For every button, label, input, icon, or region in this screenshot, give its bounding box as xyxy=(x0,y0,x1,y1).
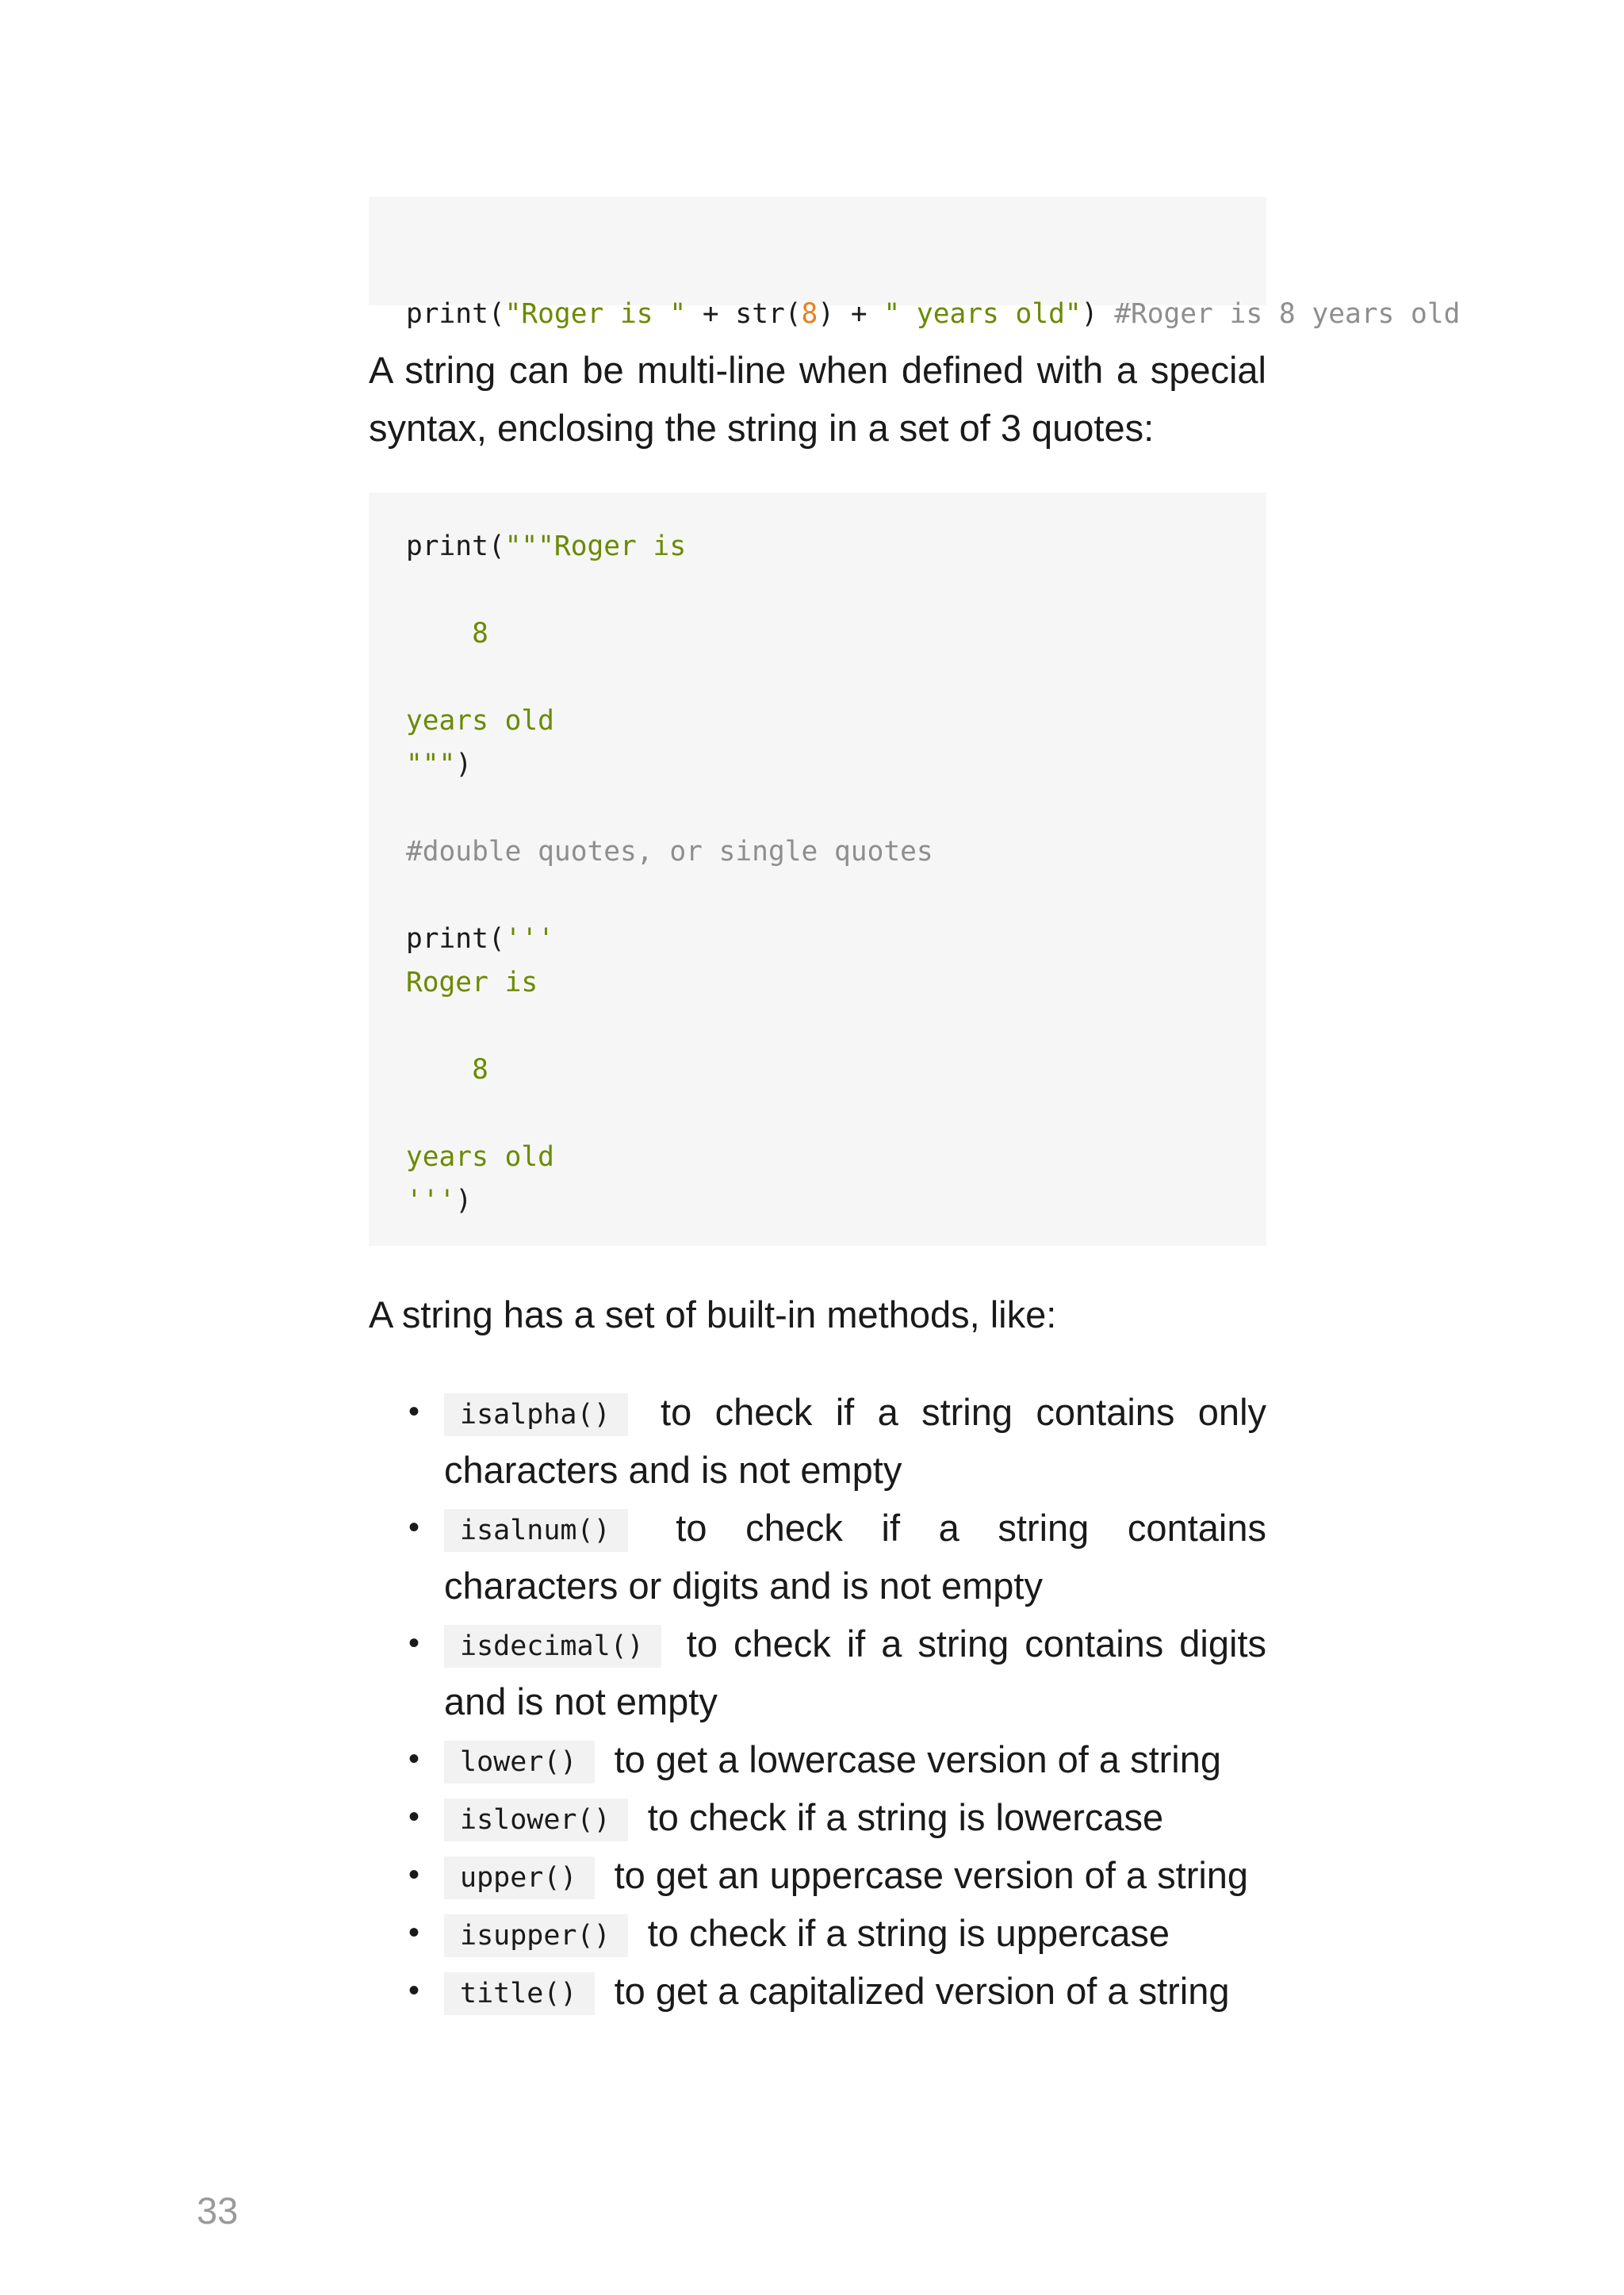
code-line xyxy=(406,743,1266,787)
code-token: ) xyxy=(455,1185,473,1216)
code-line xyxy=(406,612,1266,656)
list-item-text: to check if a string contains digits and is not empty xyxy=(444,1623,1266,1722)
code-token: print( xyxy=(406,923,505,955)
code-line xyxy=(406,525,1266,569)
code-token: ) + xyxy=(818,298,884,330)
code-line xyxy=(406,293,1461,336)
list-item-text: to get a lowercase version of a string xyxy=(614,1738,1222,1780)
code-line xyxy=(406,1005,1266,1048)
list-item xyxy=(369,1788,1266,1846)
list-item xyxy=(369,1499,1266,1615)
list-item-text: to check if a string is uppercase xyxy=(647,1912,1170,1954)
code-comment: #double quotes, or single quotes xyxy=(406,836,933,868)
code-line xyxy=(406,961,1266,1005)
list-item xyxy=(369,1962,1266,2020)
code-line xyxy=(406,787,1266,830)
paragraph-built-in-methods: A string has a set of built-in methods, like: xyxy=(369,1293,1057,1335)
code-string: Roger is xyxy=(406,967,538,998)
inline-code: title() xyxy=(444,1972,595,2015)
bullet-icon: • xyxy=(408,1626,420,1661)
list-item xyxy=(369,1730,1266,1788)
bullet-icon: • xyxy=(408,1741,420,1776)
page-content xyxy=(369,197,1461,2020)
inline-code: isdecimal() xyxy=(444,1625,661,1668)
list-item xyxy=(369,1846,1266,1904)
code-string: 8 xyxy=(406,1054,488,1086)
bullet-icon: • xyxy=(408,1973,420,2008)
bullet-icon: • xyxy=(408,1915,420,1950)
code-block-string-concat xyxy=(369,197,1461,330)
list-item-text: to check if a string contains characters or digits and is not empty xyxy=(444,1507,1266,1607)
code-token: + str( xyxy=(686,298,802,330)
code-comment: #Roger is 8 years old xyxy=(1114,298,1461,330)
list-item-text: to get a capitalized version of a string xyxy=(614,1970,1230,2012)
inline-code: isupper() xyxy=(444,1914,628,1957)
code-string: """Roger is xyxy=(504,531,687,562)
code-line xyxy=(406,656,1266,699)
code-number: 8 xyxy=(801,298,818,330)
list-item xyxy=(369,1383,1266,1499)
page-number: 33 xyxy=(197,2190,239,2232)
inline-code: isalnum() xyxy=(444,1509,628,1552)
code-token: print( xyxy=(406,298,505,330)
inline-code: lower() xyxy=(444,1741,595,1784)
list-item-text: to check if a string contains only characters and is not empty xyxy=(444,1391,1267,1491)
code-string: years old xyxy=(406,1141,554,1173)
code-line xyxy=(406,1179,1266,1223)
code-string: ''' xyxy=(504,923,554,955)
bullet-icon: • xyxy=(408,1510,420,1545)
code-string: " years old" xyxy=(883,298,1082,330)
bullet-icon: • xyxy=(408,1857,420,1892)
code-block-multiline xyxy=(369,492,1266,1246)
bullet-icon: • xyxy=(408,1394,420,1429)
paragraph-multiline-strings: A string can be multi-line when defined with a special syntax, enclosing the string in a set of 3 quotes: xyxy=(369,349,1266,449)
code-token: ) xyxy=(1081,298,1115,330)
list-item-text: to check if a string is lowercase xyxy=(647,1796,1164,1838)
list-item xyxy=(369,1904,1266,1962)
code-string: """ xyxy=(406,749,456,780)
inline-code: isalpha() xyxy=(444,1393,628,1436)
code-line xyxy=(406,1048,1266,1092)
code-line xyxy=(406,1136,1266,1179)
code-string: 8 xyxy=(406,618,488,649)
code-token: print( xyxy=(406,531,505,562)
list-item-text: to get an uppercase version of a string xyxy=(614,1854,1249,1896)
code-line xyxy=(406,1092,1266,1136)
code-line xyxy=(406,699,1266,743)
bullet-icon: • xyxy=(408,1799,420,1834)
code-string: ''' xyxy=(406,1185,456,1216)
code-line xyxy=(406,830,1266,874)
inline-code: islower() xyxy=(444,1799,628,1841)
code-string: years old xyxy=(406,705,554,737)
inline-code: upper() xyxy=(444,1856,595,1899)
code-string: "Roger is " xyxy=(504,298,687,330)
code-line xyxy=(406,918,1266,961)
list-item xyxy=(369,1615,1266,1730)
code-line xyxy=(406,569,1266,612)
code-token: ) xyxy=(455,749,473,780)
code-line xyxy=(406,874,1266,918)
methods-list xyxy=(369,1383,1266,2020)
